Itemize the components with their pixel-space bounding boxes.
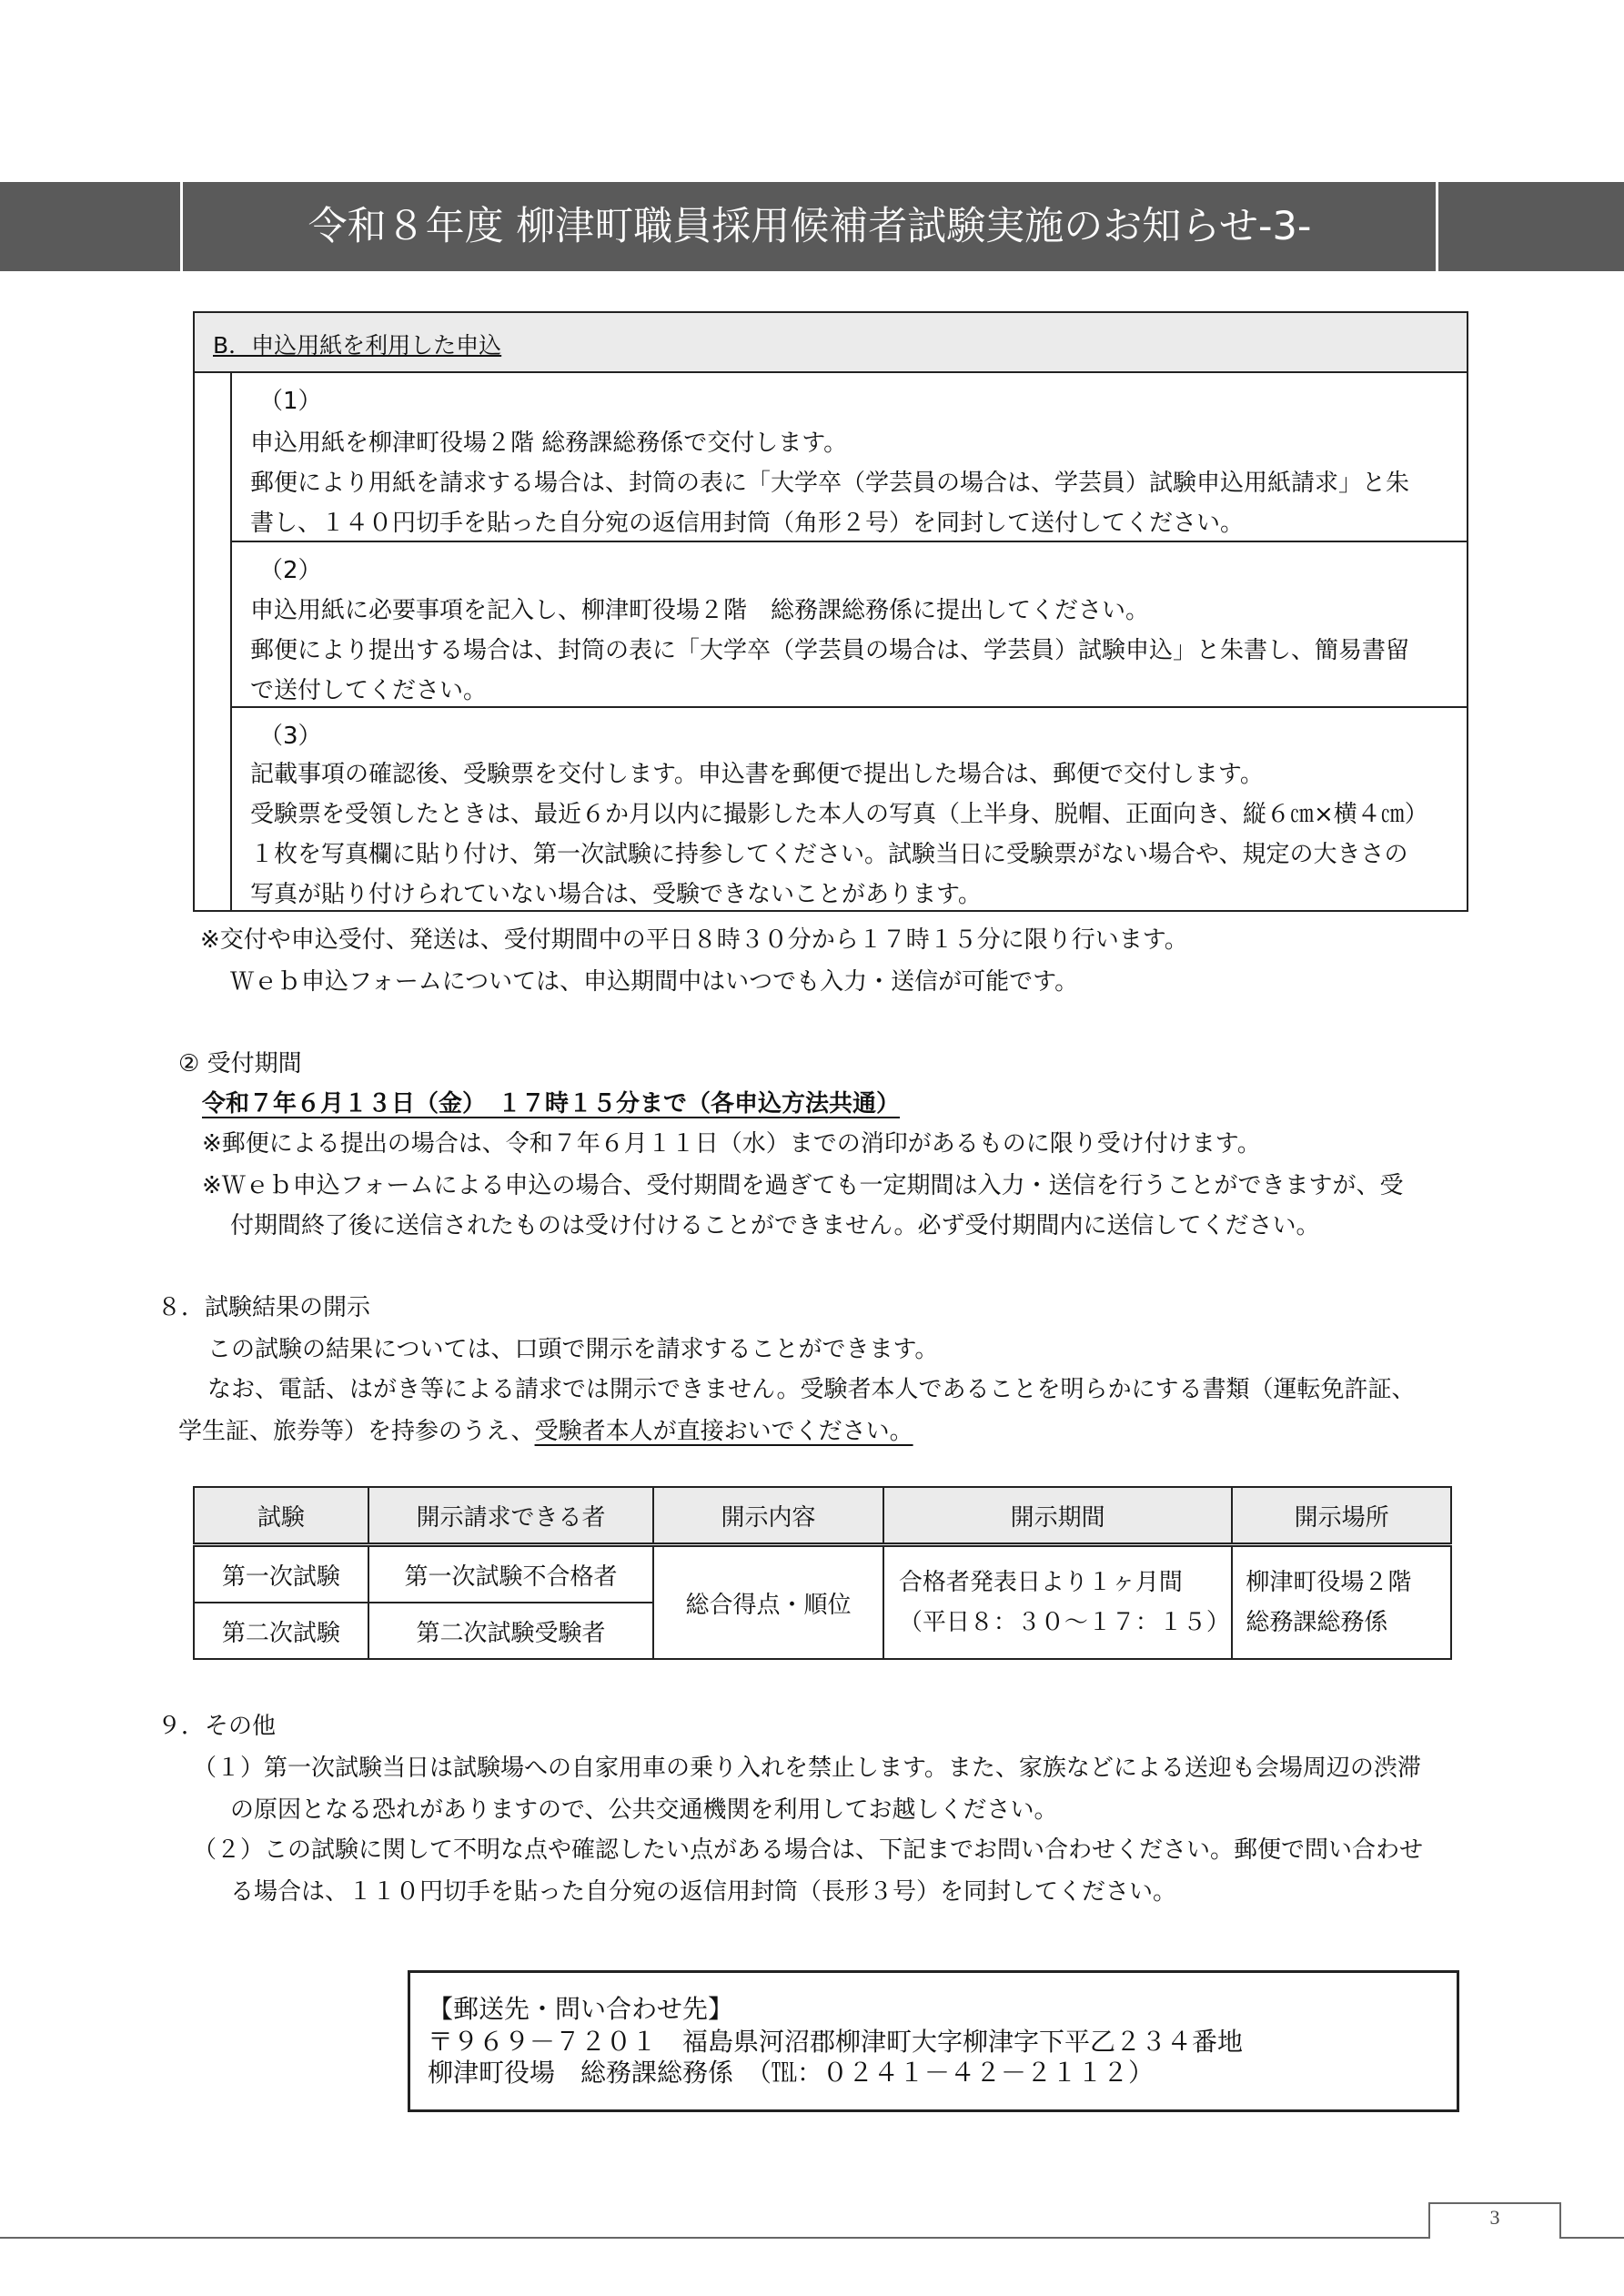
procedure-text: 郵便により提出する場合は、封筒の表に「大学卒（学芸員の場合は、学芸員）試験申込」と朱書し、簡易書留 (250, 637, 1410, 664)
section-heading: ８．試験結果の開示 (157, 1294, 371, 1321)
application-form-heading: B．申込用紙を利用した申込 (213, 332, 502, 359)
procedure-text: で送付してください。 (250, 677, 488, 704)
procedure-text: 受験票を受領したときは、最近６か月以内に撮影した本人の写真（上半身、脱帽、正面向き、縦６㎝×横４㎝） (250, 801, 1428, 828)
note-text: Ｗｅｂ申込フォームについては、申込期間中はいつでも入力・送信が可能です。 (230, 968, 1079, 996)
page-title: 令和８年度 柳津町職員採用候補者試験実施のお知らせ-3- (308, 204, 1312, 249)
procedure-cell-1 (230, 373, 1467, 541)
table-cell (1232, 1545, 1451, 1660)
column-header: 開示請求できる者 (368, 1487, 654, 1545)
footer-rule (0, 2237, 1430, 2239)
procedure-text: 写真が貼り付けられていない場合は、受験できないことがあります。 (250, 881, 982, 908)
body-text: この試験の結果については、口頭で開示を請求することができます。 (207, 1336, 939, 1363)
procedure-text: １枚を写真欄に貼り付け、第一次試験に持参してください。試験当日に受験票がない場合や、規定の大きさの (250, 841, 1408, 868)
procedure-text: 書し、１４０円切手を貼った自分宛の返信用封筒（角形２号）を同封して送付してください。 (250, 510, 1245, 537)
section-heading: ９．その他 (157, 1713, 277, 1740)
column-header: 試験 (194, 1487, 368, 1545)
place-text: 総務課総務係 (1246, 1609, 1388, 1636)
footer-rule (1559, 2237, 1624, 2239)
body-text: （２）この試験に関して不明な点や確認したい点がある場合は、下記までお問い合わせください。郵便で問い合わせ (193, 1836, 1424, 1864)
table-cell: 第一次試験不合格者 (368, 1545, 654, 1603)
table-cell: 総合得点・順位 (653, 1545, 883, 1660)
body-text: なお、電話、はがき等による請求では開示できません。受験者本人であることを明らかにする書類（運転免許証、 (207, 1376, 1416, 1403)
body-text: る場合は、１１０円切手を貼った自分宛の返信用封筒（長形３号）を同封してください。 (230, 1878, 1177, 1906)
body-text: の原因となる恐れがありますので、公共交通機関を利用してお越しください。 (230, 1796, 1058, 1824)
period-text: （平日８：３０～１７：１５） (898, 1609, 1230, 1636)
reception-heading: ② 受付期間 (178, 1050, 302, 1077)
table-cell (883, 1545, 1232, 1660)
body-text-plain: 学生証、旅券等）を持参のうえ、 (178, 1418, 535, 1445)
procedure-label: （3） (259, 723, 322, 750)
procedure-label: （2） (259, 557, 322, 584)
column-header: 開示場所 (1232, 1487, 1451, 1545)
header-divider (1436, 182, 1438, 271)
procedure-text: 申込用紙を柳津町役場２階 総務課総務係で交付します。 (250, 430, 848, 457)
header-divider (180, 182, 183, 271)
note-text: ※Ｗｅｂ申込フォームによる申込の場合、受付期間を過ぎても一定期間は入力・送信を行うことができますが、受 (202, 1172, 1404, 1199)
body-text (178, 1412, 913, 1446)
note-text: ※交付や申込受付、発送は、受付期間中の平日８時３０分から１７時１５分に限り行います。 (200, 926, 1188, 954)
procedure-cell-2 (230, 541, 1467, 706)
table-cell: 第二次試験 (194, 1603, 368, 1659)
procedure-text: 郵便により用紙を請求する場合は、封筒の表に「大学卒（学芸員の場合は、学芸員）試験申込用紙請求」と朱 (250, 470, 1410, 497)
column-header: 開示内容 (653, 1487, 883, 1545)
procedure-text: 記載事項の確認後、受験票を交付します。申込書を郵便で提出した場合は、郵便で交付します。 (250, 761, 1264, 788)
body-text-emphasis: 受験者本人が直接おいでください。 (534, 1418, 913, 1445)
column-header: 開示期間 (883, 1487, 1232, 1545)
procedure-cell-3 (230, 706, 1467, 910)
place-text: 柳津町役場２階 (1246, 1569, 1412, 1596)
note-text: ※郵便による提出の場合は、令和７年６月１１日（水）までの消印があるものに限り受け付けます。 (202, 1130, 1261, 1158)
procedure-label: （1） (259, 388, 322, 415)
contact-address: 〒９６９－７２０１ 福島県河沼郡柳津町大字柳津字下平乙２３４番地 (428, 2028, 1244, 2057)
table-cell: 第一次試験 (194, 1545, 368, 1603)
table-cell: 第二次試験受験者 (368, 1603, 654, 1659)
table-row (194, 1545, 1451, 1603)
body-text: （１）第一次試験当日は試験場への自家用車の乗り入れを禁止します。また、家族などによる送迎も会場周辺の渋滞 (193, 1755, 1421, 1782)
procedure-text: 申込用紙に必要事項を記入し、柳津町役場２階 総務課総務係に提出してください。 (250, 597, 1150, 624)
disclosure-table (193, 1486, 1452, 1660)
contact-heading: 【郵送先・問い合わせ先】 (428, 1996, 734, 2024)
period-text: 合格者発表日より１ヶ月間 (898, 1569, 1183, 1596)
contact-office: 柳津町役場 総務課総務係 （℡：０２４１－４２－２１１２） (428, 2059, 1155, 2088)
note-text: 付期間終了後に送信されたものは受け付けることができません。必ず受付期間内に送信してください。 (230, 1212, 1320, 1239)
page-number: 3 (1489, 2206, 1500, 2229)
reception-deadline: 令和７年６月１３日（金） １７時１５分まで（各申込方法共通） (202, 1090, 901, 1118)
table-header-row (194, 1487, 1451, 1545)
